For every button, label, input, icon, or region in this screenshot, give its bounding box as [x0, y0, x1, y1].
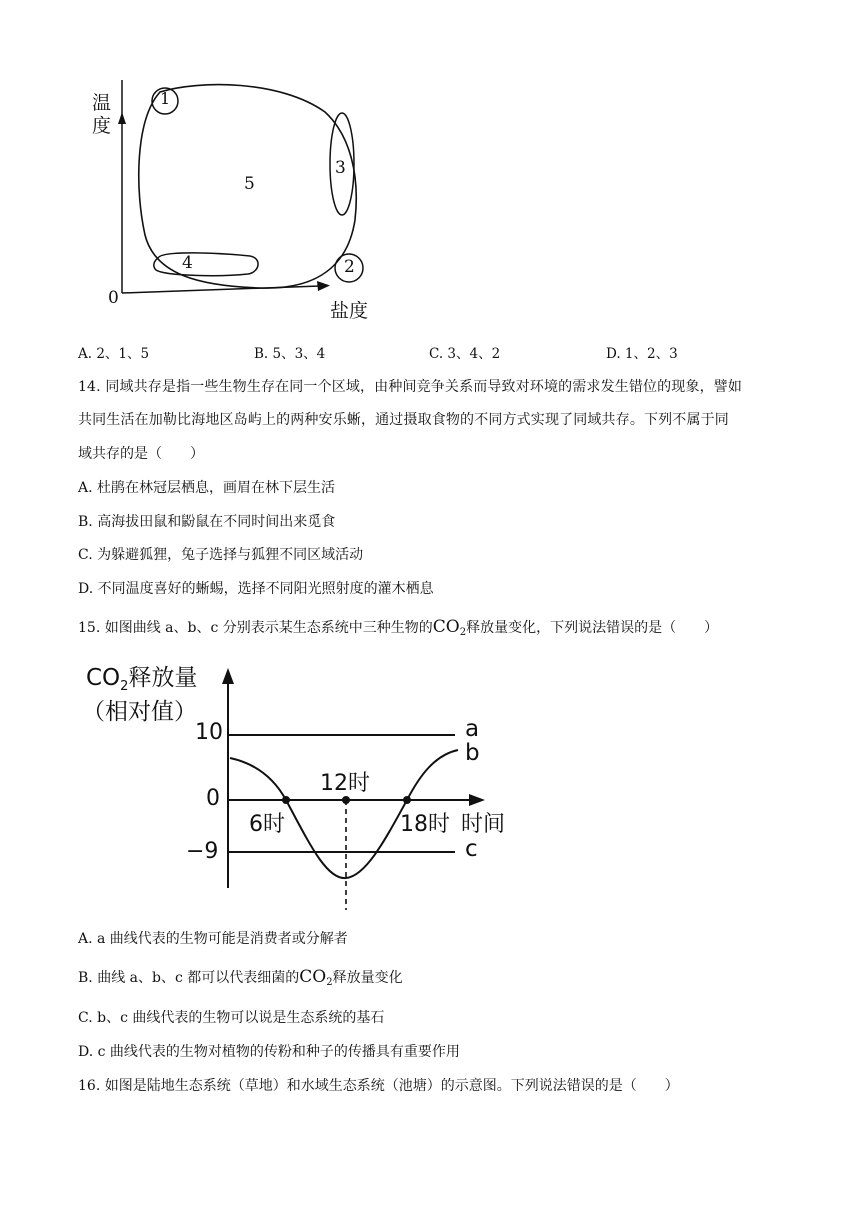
- region-1-label: 1: [160, 89, 171, 108]
- co2-y-label-suffix: 释放量: [128, 665, 198, 691]
- fig1-x-label: 盐度: [330, 300, 369, 322]
- co2-y-axis-arrow: [222, 668, 234, 684]
- q14-option-a: A. 杜鹃在林冠层栖息，画眉在林下层生活: [78, 480, 336, 496]
- q13-option-c: C. 3、4、2: [429, 346, 501, 362]
- point-18h: [403, 796, 411, 804]
- q14-stem-line1: 14. 同域共存是指一些生物生存在同一个区域，由种间竞争关系而导致对环境的需求发生错位的现象，譬如: [78, 379, 743, 395]
- co2-y-label-prefix: CO: [86, 665, 121, 691]
- fig1-y-label: 温度: [92, 92, 112, 137]
- q15-stem: [78, 617, 718, 643]
- curve-c-label: c: [465, 836, 478, 862]
- co2-x-axis-arrow: [469, 794, 485, 806]
- x-axis-arrow: [317, 281, 330, 291]
- q15-co2-sub: 2: [459, 627, 467, 638]
- co2-y-label-line1: [86, 664, 197, 701]
- q15-option-c: C. b、c 曲线代表的生物可以说是生态系统的基石: [78, 1010, 385, 1026]
- q14-option-d: D. 不同温度喜好的蜥蜴，选择不同阳光照射度的灌木栖息: [78, 581, 434, 597]
- q15-option-b-after: 释放量变化: [332, 970, 403, 986]
- q15-option-d: D. c 曲线代表的生物对植物的传粉和种子的传播具有重要作用: [78, 1044, 460, 1060]
- tick-label-neg9: −9: [186, 839, 219, 864]
- fig1-origin: 0: [108, 288, 119, 308]
- curve-a-label: a: [465, 716, 480, 742]
- q13-option-d: D. 1、2、3: [606, 346, 678, 362]
- q14-stem-line3: 域共存的是（ ）: [78, 446, 204, 462]
- q15-option-b-co2: CO: [299, 967, 327, 987]
- region-5-label: 5: [244, 174, 255, 194]
- point-12h: [342, 796, 350, 804]
- point-6h: [282, 796, 290, 804]
- label-12h: 12时: [320, 771, 370, 796]
- q13-option-b: B. 5、3、4: [254, 346, 326, 362]
- q14-option-b: B. 高海拔田鼠和鼢鼠在不同时间出来觅食: [78, 514, 336, 530]
- q13-option-a: A. 2、1、5: [78, 346, 150, 362]
- q15-option-b: [78, 967, 403, 993]
- region-2-label: 2: [344, 257, 355, 277]
- tick-label-0: 0: [206, 786, 220, 811]
- q15-option-a: A. a 曲线代表的生物可能是消费者或分解者: [78, 931, 348, 947]
- q14-option-c: C. 为躲避狐狸，兔子选择与狐狸不同区域活动: [78, 547, 364, 563]
- y-axis-arrow: [118, 112, 126, 124]
- co2-y-label-line2: （相对值）: [82, 699, 197, 725]
- q15-co2: CO: [432, 617, 460, 637]
- q15-stem-after: 释放量变化，下列说法错误的是（ ）: [466, 620, 719, 636]
- co2-y-label-sub: 2: [120, 679, 129, 694]
- label-6h: 6时: [249, 812, 285, 837]
- figure-niche-diagram: [80, 80, 390, 330]
- region-3-label: 3: [335, 158, 346, 178]
- region-4-outline: [154, 253, 258, 276]
- tick-label-10: 10: [195, 720, 223, 745]
- q16-stem: 16. 如图是陆地生态系统（草地）和水域生态系统（池塘）的示意图。下列说法错误的是（ ）: [78, 1078, 679, 1094]
- q14-stem-line2: 共同生活在加勒比海地区岛屿上的两种安乐蜥，通过摄取食物的不同方式实现了同域共存。下列不属于同: [78, 412, 729, 428]
- q15-stem-before: 15. 如图曲线 a、b、c 分别表示某生态系统中三种生物的: [78, 620, 433, 636]
- q15-option-b-before: B. 曲线 a、b、c 都可以代表细菌的: [78, 970, 300, 986]
- label-18h: 18时: [400, 812, 450, 837]
- region-4-label: 4: [182, 253, 193, 273]
- co2-x-label: 时间: [461, 812, 506, 837]
- q15-option-b-co2-sub: 2: [326, 977, 333, 988]
- curve-b-label: b: [465, 740, 480, 766]
